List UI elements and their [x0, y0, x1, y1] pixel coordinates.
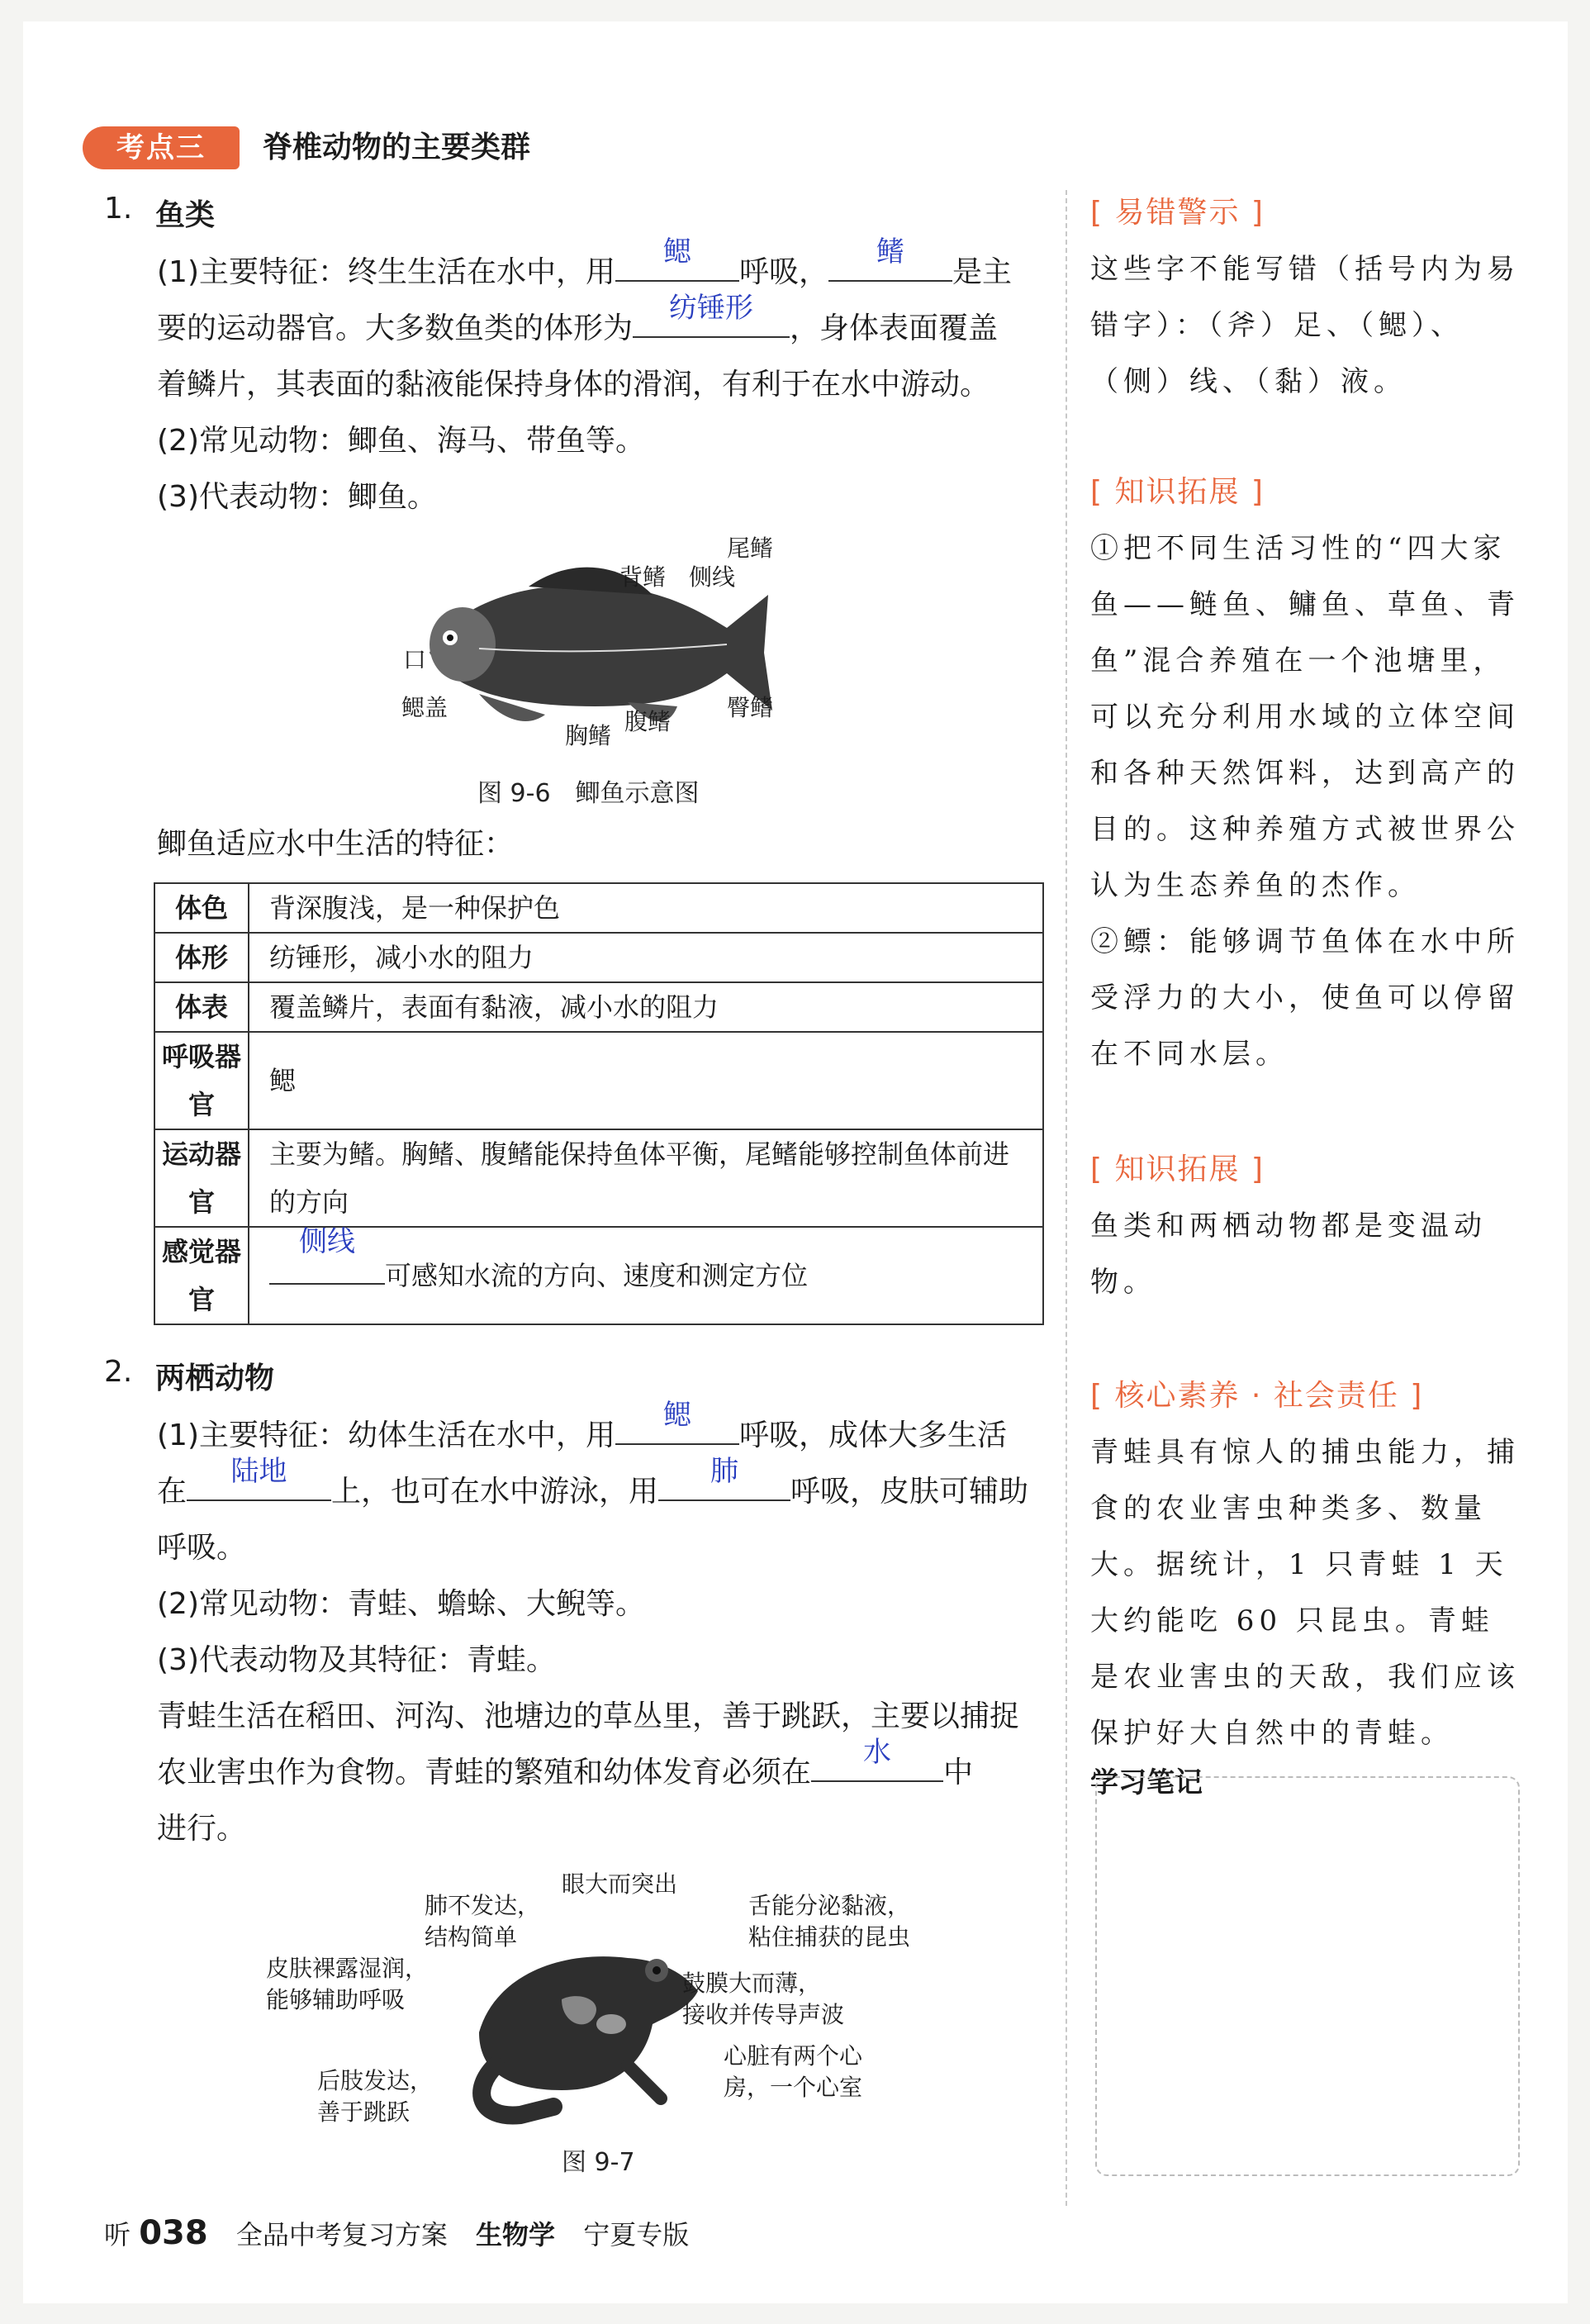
frog-figure-caption: 图 9-7: [562, 2148, 635, 2177]
sidebar-box-knowledge-2: [1090, 1142, 1520, 1310]
answer-water: 水: [863, 1736, 892, 1769]
answer-lung: 肺: [710, 1455, 739, 1488]
sidebar-box-mistakes: [1090, 185, 1520, 410]
section-badge: 考点三: [83, 126, 240, 169]
notes-title: 学习笔记: [1090, 1766, 1203, 1799]
table-row: [154, 1032, 1043, 1129]
frog-label-tongue: 舌能分泌黏液， 粘住捕获的昆虫: [748, 1892, 911, 1951]
table-key: 体色: [154, 883, 249, 933]
fish-heading: 鱼类: [155, 198, 216, 232]
answer-lateral-line: 侧线: [299, 1225, 355, 1258]
fish-label-anal: 臀鳍: [727, 694, 774, 721]
amphibian-paragraph-2: (2)常见动物：青蛙、蟾蜍、大鲵等。: [157, 1587, 645, 1621]
fish-heading-num: 1.: [104, 192, 133, 226]
fish-label-mouth: 口: [403, 646, 427, 673]
answer-gill: 鳃: [663, 235, 691, 269]
table-row: [154, 883, 1043, 933]
amphibian-heading-num: 2.: [104, 1355, 133, 1389]
table-value: 覆盖鳞片，表面有黏液，减小水的阻力: [249, 982, 1043, 1032]
table-value: 鳃: [249, 1032, 1043, 1129]
answer-gill-2: 鳃: [663, 1399, 691, 1432]
table-value: 主要为鳍。胸鳍、腹鳍能保持鱼体平衡，尾鳍能够控制鱼体前进的方向: [249, 1129, 1043, 1227]
sidebar-box-title: [ 易错警示 ]: [1090, 196, 1265, 230]
column-divider: [1066, 190, 1067, 2206]
fish-adaptation-table: [154, 882, 1044, 1325]
table-key: 感觉器官: [154, 1227, 249, 1324]
sidebar-box-text: 青蛙具有惊人的捕虫能力，捕食的农业害虫种类多、数量大。据统计，1 只青蛙 1 天大约能吃 60 只昆虫。青蛙是农业害虫的天敌，我们应该保护好大自然中的青蛙。: [1090, 1436, 1520, 1750]
table-value: 背深腹浅，是一种保护色: [249, 883, 1043, 933]
frog-label-leg: 后肢发达， 善于跳跃: [317, 2067, 434, 2126]
fish-label-tail: 尾鳍: [727, 535, 774, 562]
sidebar-box-text: 这些字不能写错（括号内为易错字）：（斧）足、（鳃）、（侧）线、（黏）液。: [1090, 253, 1520, 398]
table-row: [154, 933, 1043, 982]
sidebar-box-text: ②鳔：能够调节鱼体在水中所受浮力的大小，使鱼可以停留在不同水层。: [1090, 925, 1520, 1071]
table-value: 侧线 可感知水流的方向、速度和测定方位: [249, 1227, 1043, 1324]
sidebar-box-title: [ 核心素养 · 社会责任 ]: [1090, 1379, 1424, 1413]
footer: [104, 2214, 689, 2252]
table-intro: 鲫鱼适应水中生活的特征：: [157, 827, 515, 861]
edition: 宁夏专版: [583, 2219, 690, 2250]
amphibian-heading: 两栖动物: [155, 1362, 275, 1395]
page-number: 038: [139, 2214, 208, 2252]
listen-icon: 听: [104, 2219, 131, 2250]
fish-label-pelvic: 腹鳍: [624, 708, 672, 735]
fish-label-lateral: 侧线: [689, 563, 736, 591]
sidebar-box-text: 鱼类和两栖动物都是变温动物。: [1090, 1210, 1487, 1299]
sidebar-box-title: [ 知识拓展 ]: [1090, 1152, 1265, 1186]
table-row: [154, 982, 1043, 1032]
fish-label-operculum: 鳃盖: [401, 694, 449, 721]
frog-label-eardrum: 鼓膜大而薄， 接收并传导声波: [682, 1970, 845, 2028]
table-key: 体形: [154, 933, 249, 982]
fish-paragraph-3: (3)代表动物：鲫鱼。: [157, 480, 437, 514]
frog-label-eye: 眼大而突出: [562, 1870, 678, 1898]
fish-paragraph-2: (2)常见动物：鲫鱼、海马、带鱼等。: [157, 424, 645, 458]
subject: 生物学: [476, 2219, 556, 2250]
answer-land: 陆地: [230, 1455, 287, 1488]
table-value: 纺锤形，减小水的阻力: [249, 933, 1043, 982]
fish-label-pectoral: 胸鳍: [565, 722, 612, 749]
table-key: 呼吸器官: [154, 1032, 249, 1129]
frog-label-lung: 肺不发达， 结构简单: [425, 1892, 541, 1951]
sidebar-box-text: ①把不同生活习性的“四大家鱼——鲢鱼、鳙鱼、草鱼、青鱼”混合养殖在一个池塘里，可以充分利用水域的立体空间和各种天然饵料，达到高产的目的。这种养殖方式被世界公认为生态养鱼的杰作。: [1090, 532, 1520, 902]
table-row: [154, 1227, 1043, 1324]
answer-fin: 鳍: [876, 235, 905, 269]
fish-figure-caption: 图 9-6 鲫鱼示意图: [477, 779, 700, 808]
fish-paragraph-1: (1)主要特征：终生生活在水中，用 鳃 呼吸， 鳍 是主 要的运动器官。大多数鱼类的体形为 纺锤形 ，身体表面覆盖 着鳞片，其表面的黏液能保持身体的滑润，有利于在水中游动。: [157, 245, 1041, 413]
amphibian-paragraph-3: (3)代表动物及其特征：青蛙。: [157, 1643, 556, 1677]
sidebar-box-title: [ 知识拓展 ]: [1090, 475, 1265, 509]
amphibian-paragraph-1: (1)主要特征：幼体生活在水中，用 鳃 呼吸，成体大多生活 在 陆地 上，也可在水中游泳，用 肺 呼吸，皮肤可辅助 呼吸。: [157, 1408, 1041, 1576]
sidebar-box-core-literacy: [1090, 1368, 1520, 1761]
section-title: 脊椎动物的主要类群: [263, 131, 531, 164]
notes-box: [1095, 1776, 1520, 2176]
book-title: 全品中考复习方案: [235, 2219, 448, 2250]
fish-label-dorsal: 背鳍: [619, 563, 667, 591]
table-row: [154, 1129, 1043, 1227]
answer-shape: 纺锤形: [669, 292, 754, 325]
frog-label-skin: 皮肤裸露湿润， 能够辅助呼吸: [266, 1955, 429, 2013]
amphibian-paragraph-4: 青蛙生活在稻田、河沟、池塘边的草丛里，善于跳跃，主要以捕捉 农业害虫作为食物。青蛙的繁殖和幼体发育必须在 水 中 进行。: [157, 1699, 1020, 1846]
sidebar-box-knowledge-1: [1090, 464, 1520, 1082]
table-key: 体表: [154, 982, 249, 1032]
frog-label-heart: 心脏有两个心 房，一个心室: [724, 2042, 863, 2101]
table-key: 运动器官: [154, 1129, 249, 1227]
